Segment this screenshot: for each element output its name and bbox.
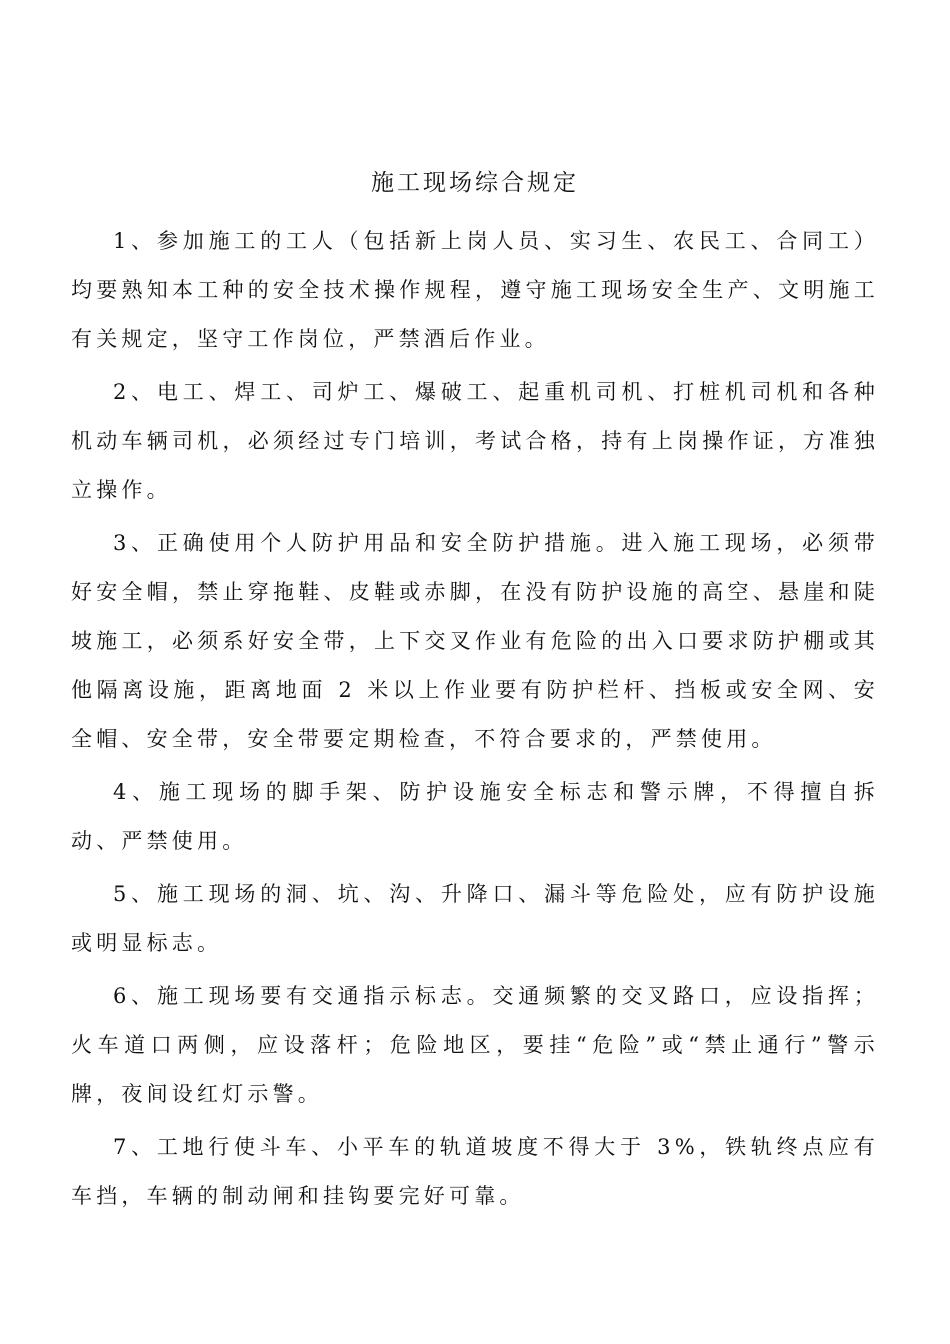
rule-paragraph-6: 6、施工现场要有交通指示标志。交通频繁的交叉路口，应设指挥；火车道口两侧，应设落杆；危险地区，要挂“危险”或“禁止通行”警示牌，夜间设红灯示警。	[71, 984, 879, 1106]
rule-paragraph-1: 1、参加施工的工人（包括新上岗人员、实习生、农民工、合同工）均要熟知本工种的安全技术操作规程，遵守施工现场安全生产、文明施工有关规定，坚守工作岗位，严禁酒后作业。	[71, 229, 879, 351]
document-title: 施工现场综合规定	[371, 170, 579, 196]
rule-paragraph-7: 7、工地行使斗车、小平车的轨道坡度不得大于 3%，铁轨终点应有车挡，车辆的制动闸和挂钩要完好可靠。	[71, 1135, 879, 1208]
rule-paragraph-4: 4、施工现场的脚手架、防护设施安全标志和警示牌，不得擅自拆动、严禁使用。	[71, 780, 879, 853]
rule-paragraph-2: 2、电工、焊工、司炉工、爆破工、起重机司机、打桩机司机和各种机动车辆司机，必须经过专门培训，考试合格，持有上岗操作证，方准独立操作。	[71, 380, 879, 502]
rule-paragraph-5: 5、施工现场的洞、坑、沟、升降口、漏斗等危险处，应有防护设施或明显标志。	[71, 882, 879, 955]
rule-paragraph-3: 3、正确使用个人防护用品和安全防护措施。进入施工现场，必须带好安全帽，禁止穿拖鞋、皮鞋或赤脚，在没有防护设施的高空、悬崖和陡坡施工，必须系好安全带，上下交叉作业有危险的出入口要求防护棚或其他隔离设施，距离地面 2 米以上作业要有防护栏杆、挡板或安全网、安全帽、安全带，安全带要定期检查，不符合要求的，严禁使用。	[71, 531, 879, 751]
document-body	[71, 217, 879, 1225]
